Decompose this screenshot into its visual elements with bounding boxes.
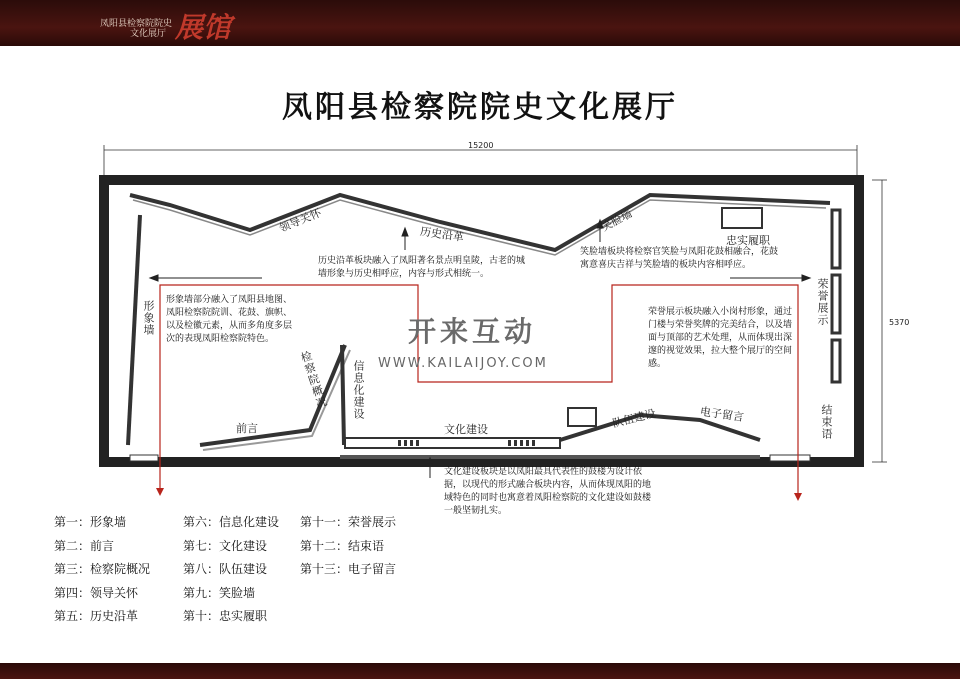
- zone-lingdao: 领导关怀: [277, 206, 324, 235]
- right-wall-panels: [832, 210, 840, 382]
- exit: [770, 455, 810, 461]
- legend-item: 第二：前言: [54, 539, 115, 553]
- legend-item: 第八：队伍建设: [183, 562, 268, 576]
- desc-xiaolian: 笑脸墙板块将检察官笑脸与凤阳花鼓相融合，花鼓寓意喜庆吉祥与笑脸墙的板块内容相呼应。: [580, 247, 779, 270]
- legend-item: 第三：检察院概况: [54, 562, 151, 576]
- zone-xiaolian: 笑脸墙: [599, 206, 635, 234]
- desc-wenhua: 文化建设板块是以凤阳最具代表性的鼓楼为设计依据，以现代的形式融合板块内容，从而体现凤阳的地域特色的同时也寓意着凤阳检察院的文化建设如鼓楼一般坚韧扎实。: [444, 467, 652, 516]
- zone-wenhua: 文化建设: [444, 423, 488, 436]
- zone-rongyu: 荣誉展示: [816, 278, 829, 326]
- width-dimension: 15200: [468, 141, 494, 150]
- entrance: [130, 455, 158, 461]
- watermark-text: 开来互动: [408, 315, 537, 348]
- zone-lishi: 历史沿革: [419, 224, 465, 244]
- legend-item: 第四：领导关怀: [54, 586, 139, 600]
- page-title: 凤阳县检察院院史文化展厅: [282, 90, 678, 125]
- legend-item: 第十二：结束语: [300, 539, 385, 553]
- zone-dianzi: 电子留言: [699, 404, 745, 424]
- legend-item: 第七：文化建设: [183, 539, 268, 553]
- legend-item: 第十一：荣誉展示: [300, 515, 397, 529]
- logo-calligraphy: 展馆: [175, 11, 232, 44]
- logo-line1: 凤阳县检察院院史: [100, 19, 173, 29]
- watermark-url: WWW.KAILAIJOY.COM: [378, 356, 548, 371]
- zone-jianchayuan: 检察院概况: [298, 349, 329, 411]
- legend-item: 第九：笑脸墙: [183, 586, 256, 600]
- legend-item: 第五：历史沿革: [54, 609, 139, 623]
- legend-item: 第十三：电子留言: [300, 562, 397, 576]
- zone-duiwu: 队伍建设: [611, 406, 658, 431]
- logo-line2: 文化展厅: [130, 29, 167, 39]
- zone-xingxiang: 形象墙: [142, 300, 155, 336]
- legend-item: 第十：忠实履职: [183, 609, 268, 623]
- legend-item: 第一：形象墙: [54, 515, 127, 529]
- duty-display: [722, 208, 762, 228]
- desc-xingxiang: 形象墙部分融入了凤阳县地图、凤阳检察院院训、花鼓、旗帜、以及检徽元素，从而多角度多层次的表现凤阳检察院特色。: [166, 295, 293, 344]
- footer-bar: [0, 663, 960, 679]
- desc-rongyu: 荣誉展示板块融入小岗村形象，通过门楼与荣誉奖牌的完美结合，以及墙面与顶部的艺术处理，从而体现出深邃的视觉效果，拉大整个展厅的空间感。: [648, 307, 793, 369]
- height-dimension: 5370: [889, 318, 910, 327]
- info-wall: [342, 345, 344, 445]
- legend-item: 第六：信息化建设: [183, 515, 280, 529]
- zone-zhongshi: 忠实履职: [726, 234, 770, 247]
- zone-xinxihua: 信息化建设: [352, 360, 365, 420]
- left-wall: [128, 215, 140, 445]
- zone-qianyan: 前言: [236, 422, 258, 435]
- zone-jieshu: 结束语: [820, 404, 833, 440]
- desc-lishi: 历史沿革板块融入了凤阳著名景点明皇陵，古老的城墙形象与历史相呼应，内容与形式相统一。: [318, 256, 526, 279]
